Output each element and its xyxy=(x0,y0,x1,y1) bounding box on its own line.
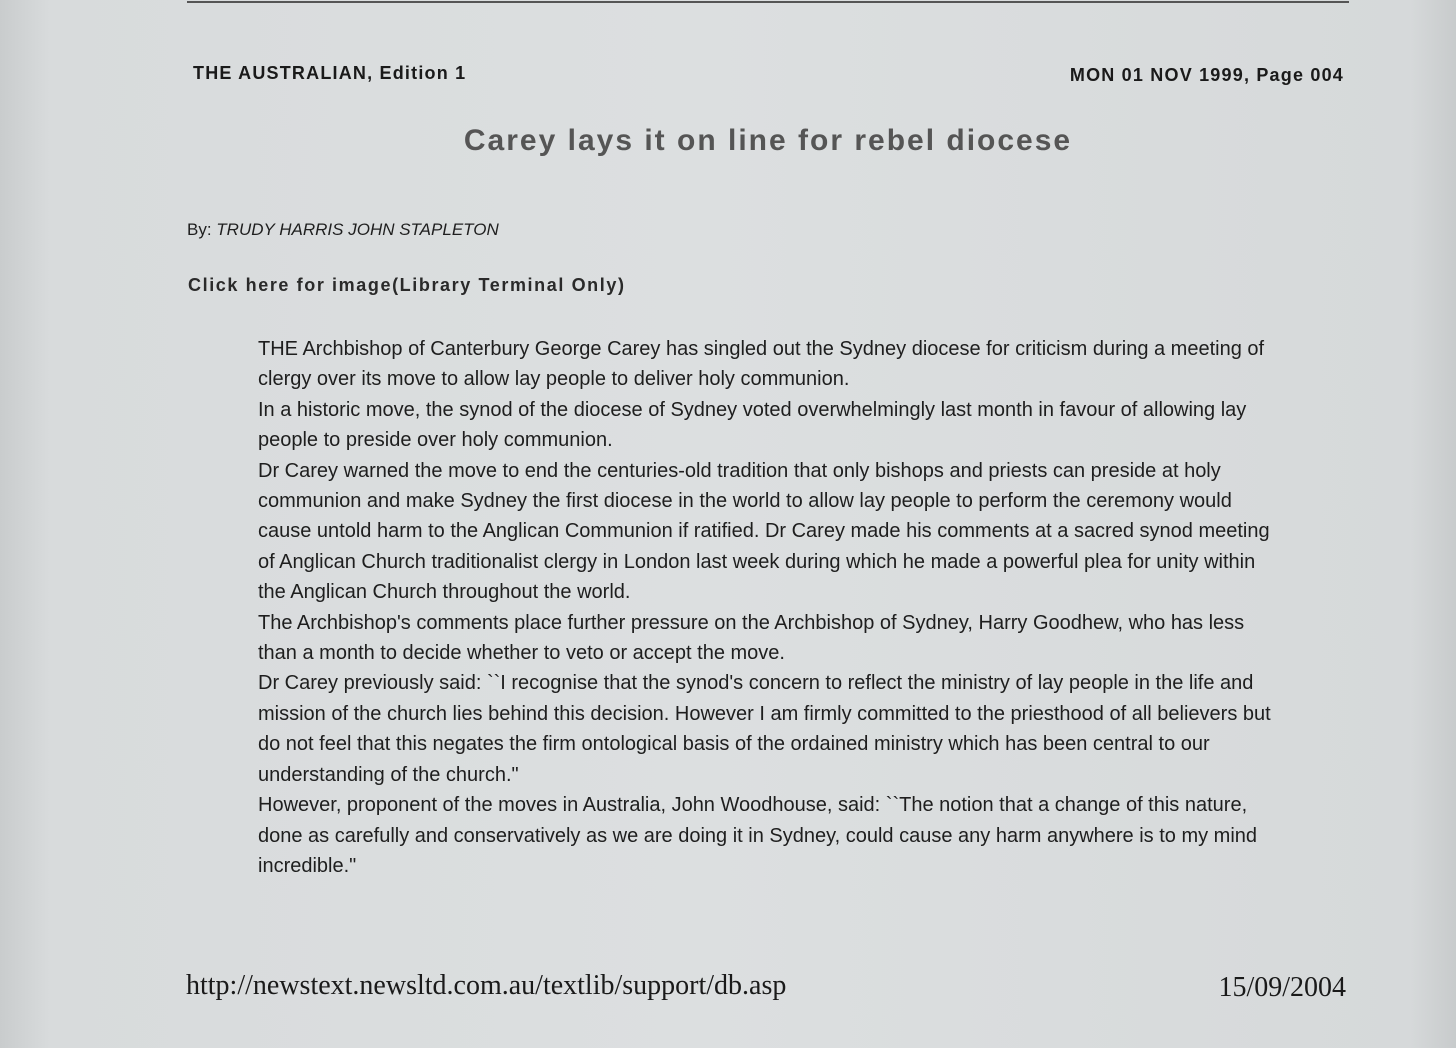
article-body xyxy=(258,334,1288,881)
article-paragraph: However, proponent of the moves in Australia, John Woodhouse, said: ``The notion that a change of this nature, done as carefully and conservatively as we are doing it in Sydney, could cause any harm anywhere is to my mind incredible." xyxy=(258,794,1258,877)
article-paragraph: THE Archbishop of Canterbury George Carey has singled out the Sydney diocese for criticism during a meeting of clergy over its move to allow lay people to deliver holy communion. xyxy=(258,338,1265,391)
article-paragraph: Dr Carey previously said: ``I recognise that the synod's concern to reflect the ministry of lay people in the life and mission of the church lies behind this decision. However I am firmly committed to the priesthood of all believers but do not feel that this negates the firm ontological basis of the ordained ministry which has been central to our understanding of the church." xyxy=(258,672,1271,786)
footer-url: http://newstext.newsltd.com.au/textlib/support/db.asp xyxy=(186,970,787,1001)
footer-print-date: 15/09/2004 xyxy=(1218,972,1346,1003)
publication-name: THE AUSTRALIAN, Edition 1 xyxy=(193,63,467,83)
article-paragraph: The Archbishop's comments place further pressure on the Archbishop of Sydney, Harry Goodhew, who has less than a month to decide whether to veto or accept the move. xyxy=(258,611,1245,665)
image-link[interactable]: Click here for image(Library Terminal Only) xyxy=(188,275,626,295)
publication-date-page: MON 01 NOV 1999, Page 004 xyxy=(1069,65,1344,85)
byline-authors: TRUDY HARRIS JOHN STAPLETON xyxy=(216,220,499,239)
article-headline: Carey lays it on line for rebel diocese xyxy=(463,124,1073,157)
article-paragraph: Dr Carey warned the move to end the centuries-old tradition that only bishops and priests can preside at holy communion and make Sydney the first diocese in the world to allow lay people to perform the ceremony would cause untold harm to the Anglican Communion if ratified. Dr Carey made his comments at a sacred synod meeting of Anglican Church traditionalist clergy in London last week during which he made a powerful plea for unity within the Anglican Church throughout the world. xyxy=(258,459,1270,604)
byline xyxy=(187,220,499,240)
byline-prefix: By: xyxy=(187,220,212,239)
article-paragraph: In a historic move, the synod of the diocese of Sydney voted overwhelmingly last month in favour of allowing lay people to preside over holy communion. xyxy=(258,398,1247,452)
top-rule xyxy=(187,1,1349,3)
